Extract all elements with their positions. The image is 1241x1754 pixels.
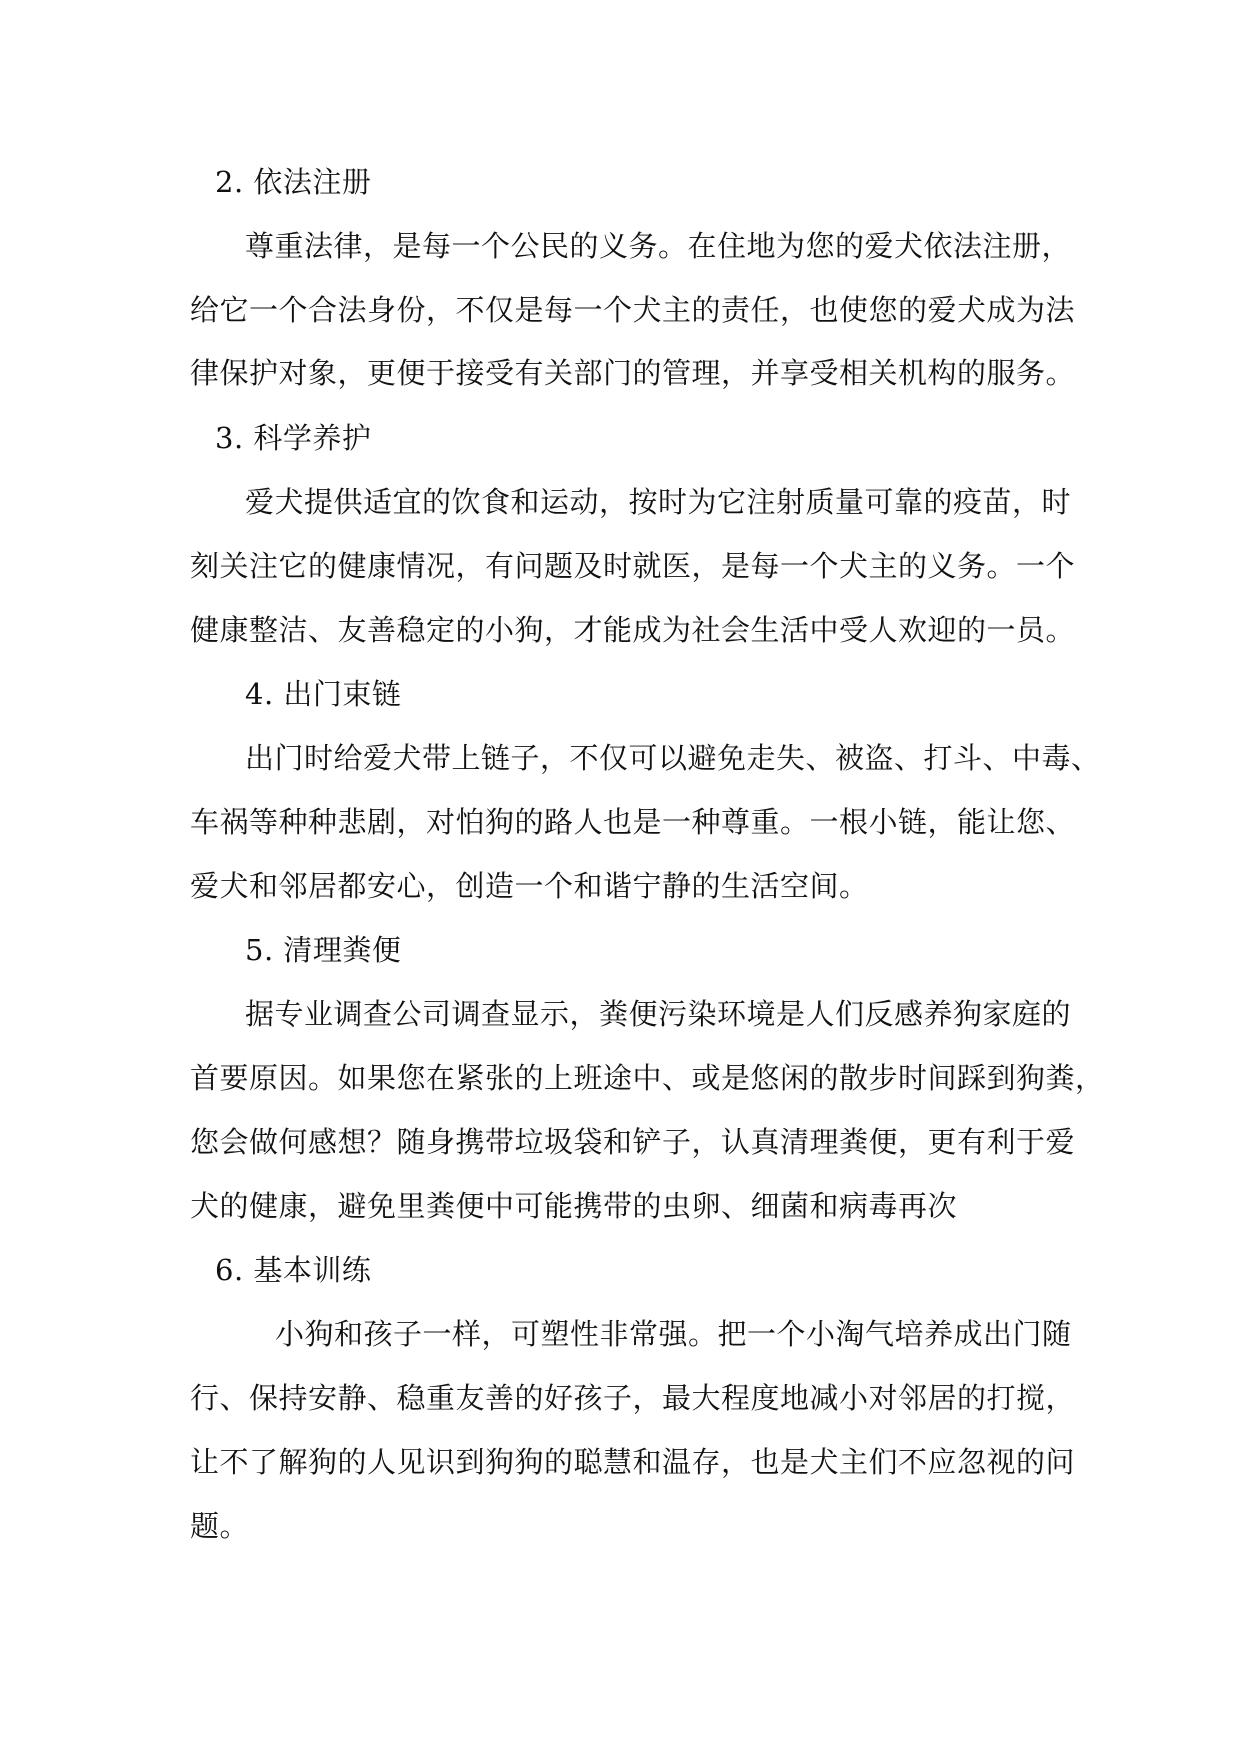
paragraph-line: 据专业调查公司调查显示，粪便污染环境是人们反感养狗家庭的 xyxy=(245,997,1072,1031)
paragraph-line: 爱犬提供适宜的饮食和运动，按时为它注射质量可靠的疫苗，时 xyxy=(245,485,1072,519)
paragraph-line: 尊重法律，是每一个公民的义务。在住地为您的爱犬依法注册， xyxy=(245,229,1072,263)
paragraph-line: 刻关注它的健康情况，有问题及时就医，是每一个犬主的义务。一个 xyxy=(190,549,1076,583)
paragraph-line: 行、保持安静、稳重友善的好孩子，最大程度地减小对邻居的打搅， xyxy=(190,1381,1076,1415)
paragraph-line: 题。 xyxy=(190,1509,250,1543)
section-heading-leash: 4. 出门束链 xyxy=(245,677,402,711)
paragraph-line: 健康整洁、友善稳定的小狗，才能成为社会生活中受人欢迎的一员。 xyxy=(190,613,1076,647)
paragraph-line: 小狗和孩子一样，可塑性非常强。把一个小淘气培养成出门随 xyxy=(275,1317,1072,1351)
section-heading-registration: 2. 依法注册 xyxy=(215,165,372,199)
paragraph-line: 给它一个合法身份，不仅是每一个犬主的责任，也使您的爱犬成为法 xyxy=(190,293,1076,327)
section-heading-care: 3. 科学养护 xyxy=(215,421,372,455)
section-heading-waste: 5. 清理粪便 xyxy=(245,933,402,967)
paragraph-line: 让不了解狗的人见识到狗狗的聪慧和温存，也是犬主们不应忽视的问 xyxy=(190,1445,1076,1479)
paragraph-line: 您会做何感想？随身携带垃圾袋和铲子，认真清理粪便，更有利于爱 xyxy=(190,1125,1076,1159)
paragraph-line: 犬的健康，避免里粪便中可能携带的虫卵、细菌和病毒再次 xyxy=(190,1189,958,1223)
paragraph-line: 出门时给爱犬带上链子，不仅可以避免走失、被盗、打斗、中毒、 xyxy=(245,741,1101,775)
paragraph-line: 律保护对象，更便于接受有关部门的管理，并享受相关机构的服务。 xyxy=(190,356,1076,390)
paragraph-line: 爱犬和邻居都安心，创造一个和谐宁静的生活空间。 xyxy=(190,869,869,903)
paragraph-line: 首要原因。如果您在紧张的上班途中、或是悠闲的散步时间踩到狗粪， xyxy=(190,1061,1105,1095)
paragraph-line: 车祸等种种悲剧，对怕狗的路人也是一种尊重。一根小链，能让您、 xyxy=(190,805,1076,839)
section-heading-training: 6. 基本训练 xyxy=(215,1253,372,1287)
